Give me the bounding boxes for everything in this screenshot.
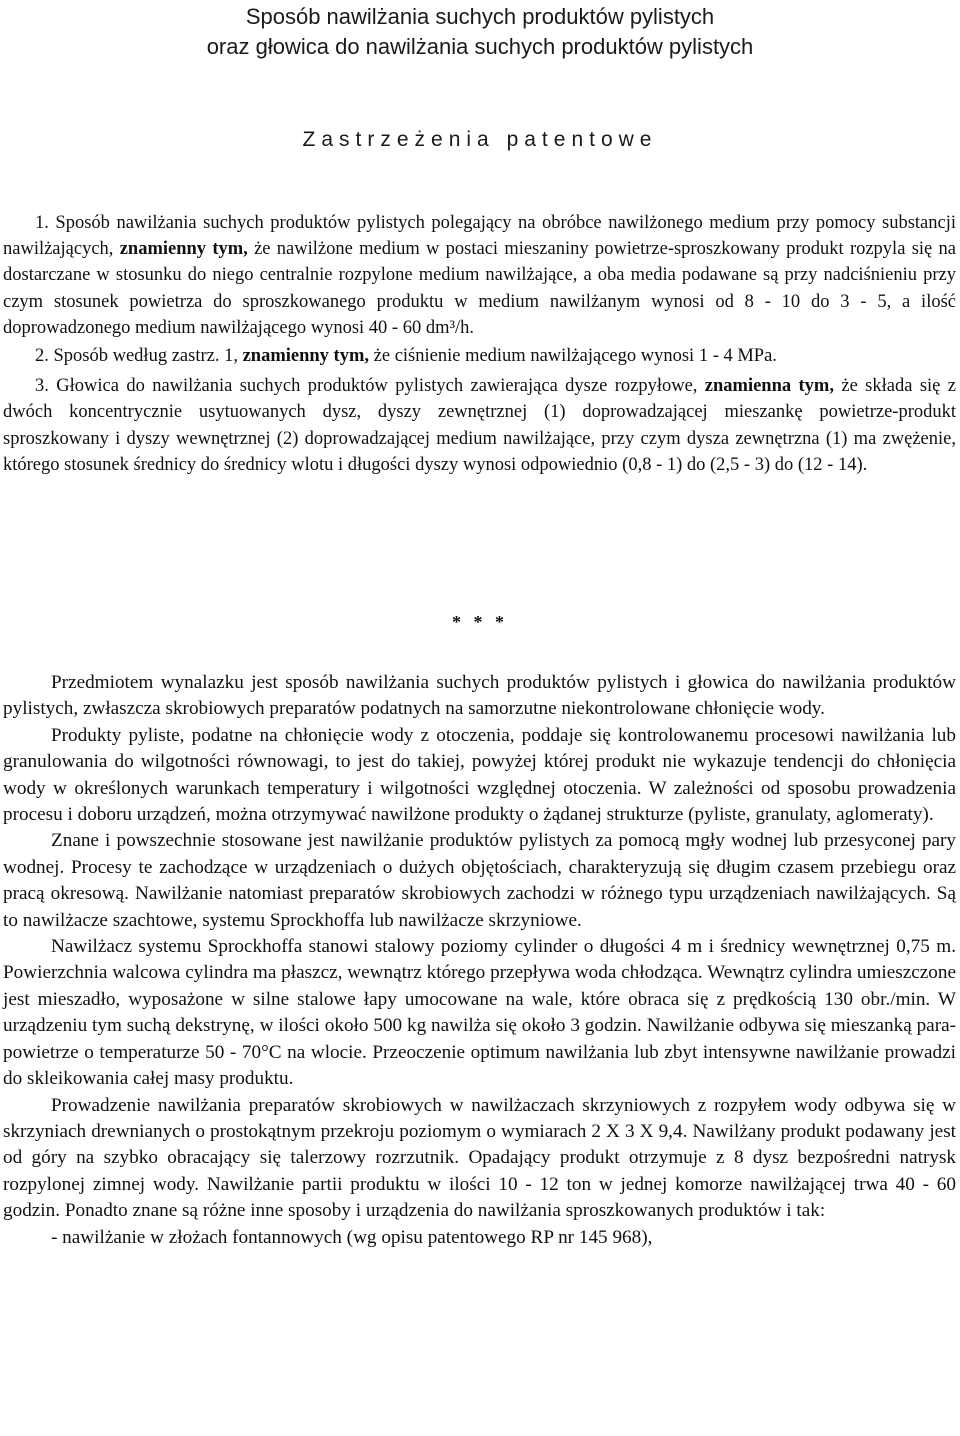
claim-2-emphasis: znamienny tym, [242, 346, 370, 367]
claim-2-text: 2. Sposób według zastrz. 1, [35, 346, 243, 367]
paragraph-3: Znane i powszechnie stosowane jest nawilżanie produktów pylistych za pomocą mgły wodnej lub przesyconej pary wodnej. Procesy te zachodzące w urządzeniach o dużych objętościach, charakteryzują się długim czasem przebiegu oraz pracą okresową. Nawilżanie natomiast preparatów skrobiowych zachodzi w różnego typu urządzeniach nawilżających. Są to nawilżacze szachtowe, systemu Sprockhoffa lub nawilżacze skrzyniowe. [3, 830, 956, 931]
claim-3-text: 3. Głowica do nawilżania suchych produktów pylistych zawierająca dysze rozpyłowe, [35, 376, 705, 397]
claim-2-text-rest: że ciśnienie medium nawilżającego wynosi 1 - 4 MPa. [369, 346, 777, 367]
claim-3-text-rest: że składa się z dwóch koncentrycznie usytuowanych dysz, dyszy zewnętrznej (1) doprowadzającej mieszankę powietrze-produkt sproszkowany i dyszy wewnętrznej (2) doprowadzającej medium nawilżające, przy czym dysza zewnętrzna (1) ma zwężenie, którego stosunek średnicy do średnicy wlotu i długości dyszy wynosi odpowiednio (0,8 - 1) do (2,5 - 3) do (12 - 14). [3, 376, 956, 475]
title-line-2: oraz głowica do nawilżania suchych produktów pylistych [206, 34, 754, 59]
document-title [0, 2, 960, 62]
claims-heading: Zastrzeżenia patentowe [302, 128, 658, 151]
claim-3 [3, 373, 956, 478]
section-separator: * * * [452, 612, 508, 632]
claim-3-emphasis: znamienna tym, [704, 376, 834, 397]
claim-1 [3, 210, 956, 341]
claim-1-text-rest: że nawilżone medium w postaci mieszaniny powietrze-sproszkowany produkt rozpyla się na dostarczane w stosunku do niego centralnie rozpylone medium nawilżające, a oba media podawane są przy nadciśnieniu przy czym stosunek powietrza do sproszkowanego produktu w medium nawilżanym wynosi od 8 - 10 do 3 - 5, a ilość doprowadzonego medium nawilżającego wynosi 40 - 60 dm³/h. [3, 239, 956, 338]
paragraph-1: Przedmiotem wynalazku jest sposób nawilżania suchych produktów pylistych i głowica do nawilżania produktów pylistych, zwłaszcza skrobiowych preparatów podatnych na samorzutne niekontrolowane chłonięcie wody. [3, 672, 956, 720]
claim-2 [3, 343, 956, 369]
claim-1-text: 1. Sposób nawilżania suchych produktów pylistych polegający na obróbce nawilżonego medium przy pomocy substancji nawilżających, [3, 213, 956, 260]
claims-section [3, 210, 956, 478]
title-line-1: Sposób nawilżania suchych produktów pylistych [245, 4, 715, 29]
paragraph-2: Produkty pyliste, podatne na chłonięcie wody z otoczenia, poddaje się kontrolowanemu procesowi nawilżania lub granulowania do wilgotności równowagi, to jest do takiej, powyżej której produkt nie wykazuje tendencji do chłonięcia wody w określonych warunkach temperatury i wilgotności względnej otoczenia. W zależności od sposobu prowadzenia procesu i doboru urządzeń, można otrzymywać nawilżone produkty o żądanej strukturze (pyliste, granulaty, aglomeraty). [3, 724, 956, 826]
paragraph-5: Prowadzenie nawilżania preparatów skrobiowych w nawilżaczach skrzyniowych z rozpyłem wody odbywa się w skrzyniach drewnianych o prostokątnym przekroju poziomym o wymiarach 2 X 3 X 9,4. Nawilżany produkt podawany jest od góry na szybko obracający się talerzowy rozrzutnik. Opadający produkt otrzymuje z 8 dysz bezpośredni natrysk rozpylonej zimnej wody. Nawilżanie partii produktu w ilości 10 - 12 ton w jednej komorze nawilżającej trwa 40 - 60 godzin. Ponadto znane są różne inne sposoby i urządzenia do nawilżania sproszkowanych produktów i tak: [3, 1094, 956, 1222]
paragraph-4: Nawilżacz systemu Sprockhoffa stanowi stalowy poziomy cylinder o długości 4 m i średnicy wewnętrznej 0,75 m. Powierzchnia walcowa cylindra ma płaszcz, wewnątrz którego przepływa woda chłodząca. Wewnątrz cylindra umieszczone jest mieszadło, wyposażone w silne stalowe łapy umocowane na wale, które obraca się z prędkością 130 obr./min. W urządzeniu tym suchą dekstrynę, w ilości około 500 kg nawilża się około 3 godzin. Nawilżanie odbywa się mieszanką para-powietrze o temperaturze 50 - 70°C na wlocie. Przeoczenie optimum nawilżania lub zbyt intensywne nawilżanie prowadzi do skleikowania całej masy produktu. [3, 936, 956, 1090]
list-item: - nawilżanie w złożach fontannowych (wg opisu patentowego RP nr 145 968), [51, 1226, 653, 1248]
claim-1-emphasis: znamienny tym, [119, 239, 248, 260]
description-body [3, 670, 956, 1251]
